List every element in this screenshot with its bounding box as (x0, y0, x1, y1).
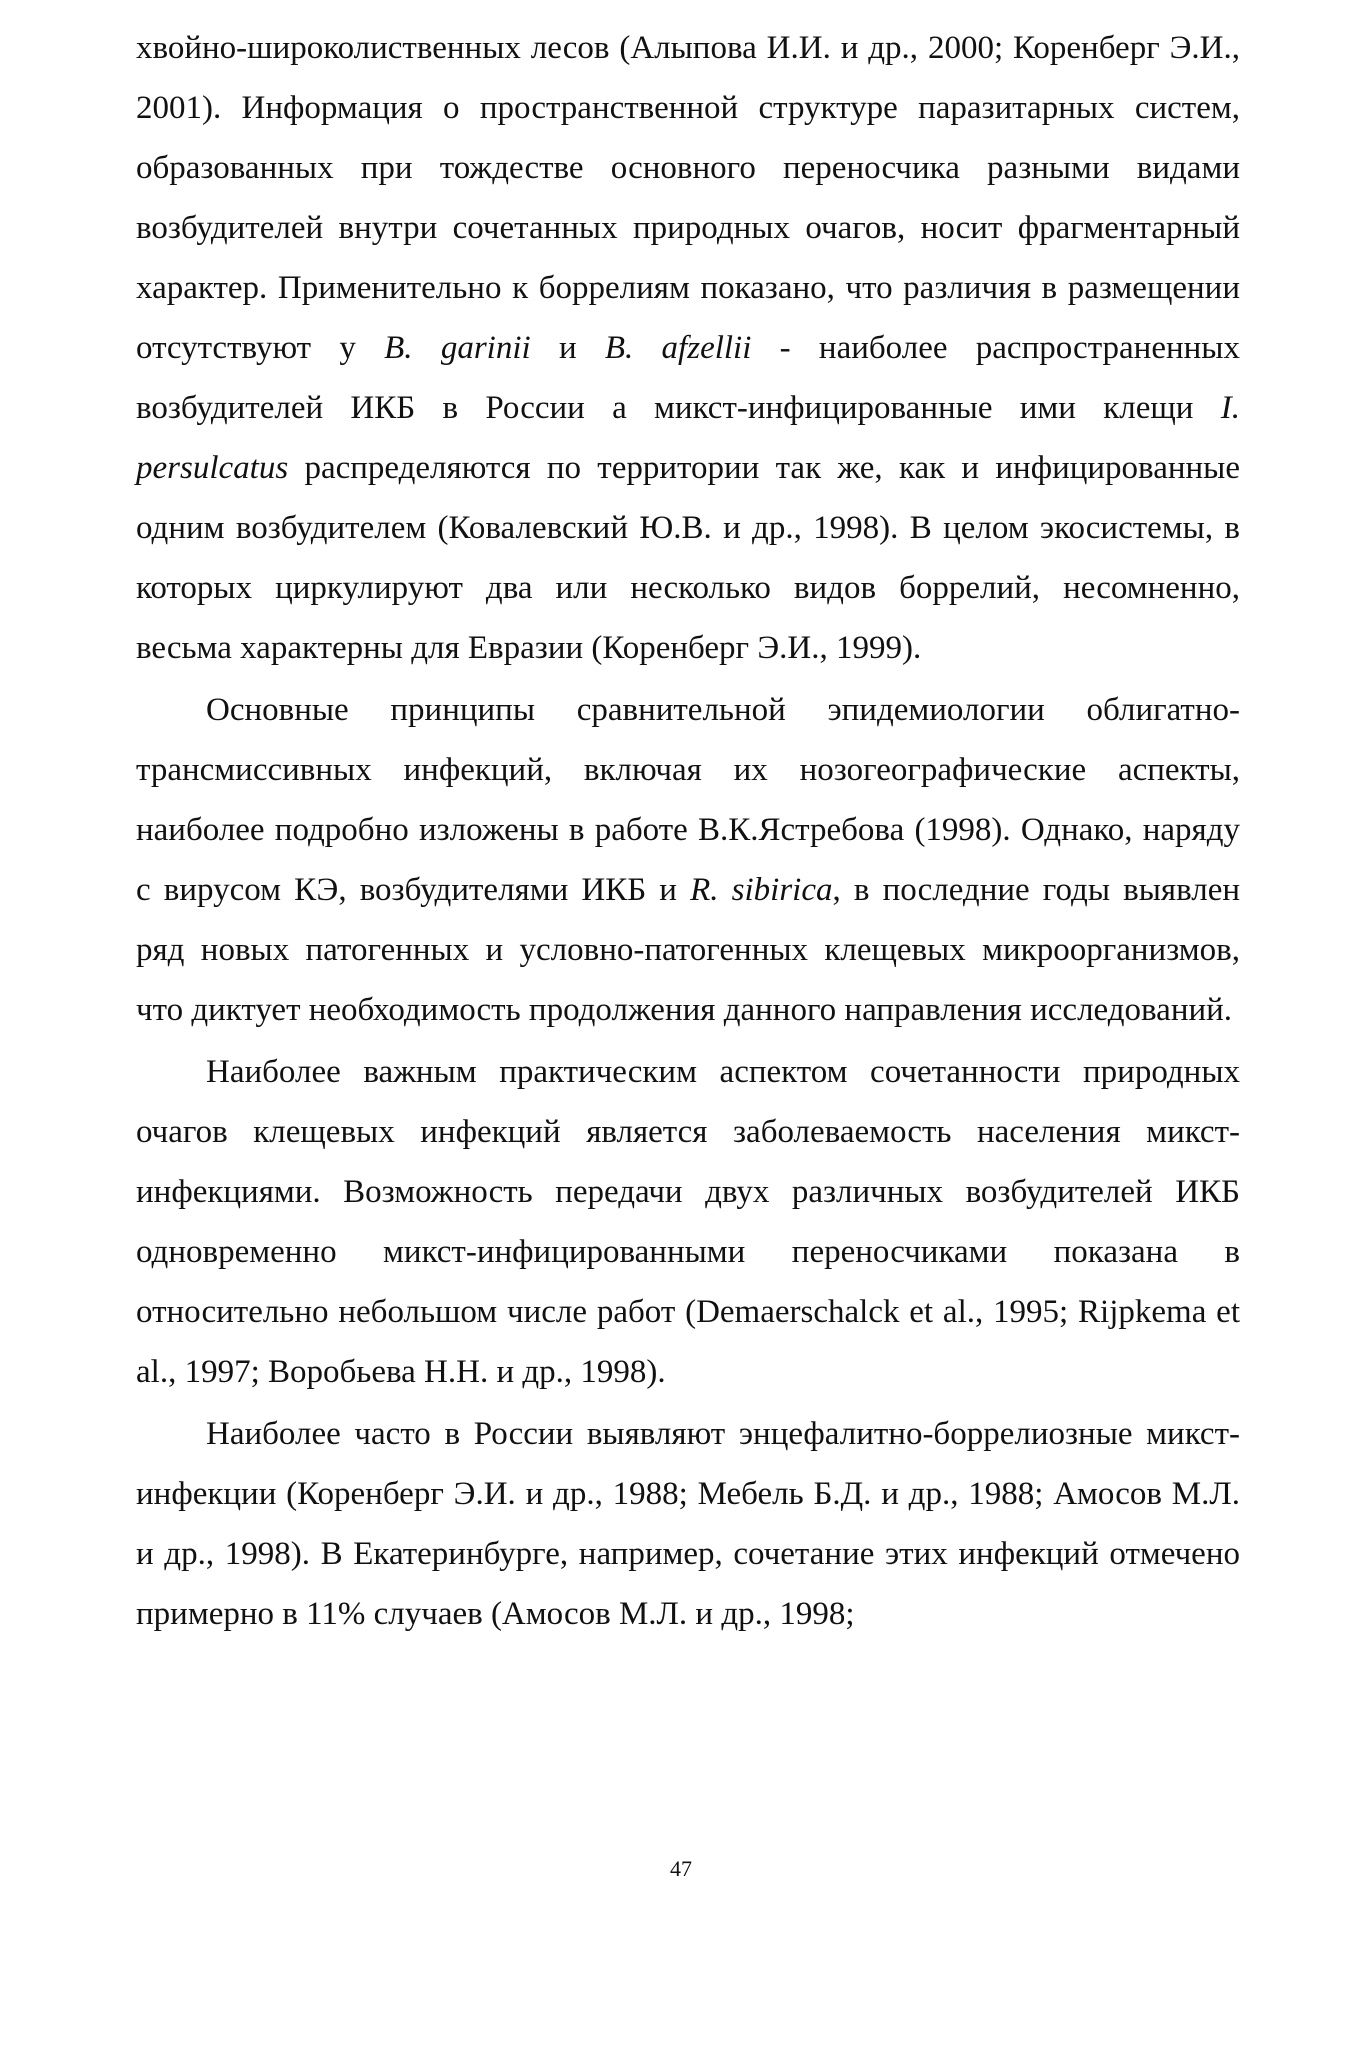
p2-run-0: Основные принципы сравнительной эпидемиологии облигатно-трансмиссивных инфекций, включая их нозогеографические аспекты, наиболее подробно изложены в работе В.К.Ястребова (1998). Однако, наряду с вирусом КЭ, возбудителями ИКБ и (136, 692, 1240, 908)
paragraph-4 (136, 1404, 1240, 1644)
p1-run-4: - наиболее распространенных возбудителей ИКБ в России а микст-инфицированные ими клещи (136, 330, 1240, 426)
p2-run-1: R. sibirica (690, 872, 833, 908)
p1-run-0: хвойно-широколиственных лесов (Алыпова И.И. и др., 2000; Коренберг Э.И., 2001). Информация о пространственной структуре паразитарных систем, образованных при тождестве основного переносчика разными видами возбудителей внутри сочетанных природных очагов, носит фрагментарный характер. Применительно к боррелиям показано, что различия в размещении отсутствуют у (136, 30, 1240, 366)
p1-run-3: B. afzellii (604, 330, 752, 366)
paragraph-1 (136, 18, 1240, 678)
p3-run-0: Наиболее важным практическим аспектом сочетанности природных очагов клещевых инфекций является заболеваемость населения микст-инфекциями. Возможность передачи двух различных возбудителей ИКБ одновременно микст-инфицированными переносчиками показана в относительно небольшом числе работ (Demaerschalck et al., 1995; Rijpkema et al., 1997; Воробьева Н.Н. и др., 1998). (136, 1054, 1240, 1390)
p1-run-5: I. persulcatus (136, 390, 1240, 486)
document-page (136, 18, 1240, 1644)
p1-run-2: и (530, 330, 605, 366)
p1-run-1: B. garinii (384, 330, 531, 366)
page-number: 47 (670, 1856, 692, 1881)
p1-run-6: распределяются по территории так же, как и инфицированные одним возбудителем (Ковалевский Ю.В. и др., 1998). В целом экосистемы, в которых циркулируют два или несколько видов боррелий, несомненно, весьма характерны для Евразии (Коренберг Э.И., 1999). (136, 450, 1240, 666)
paragraph-2 (136, 680, 1240, 1040)
p4-run-0: Наиболее часто в России выявляют энцефалитно-боррелиозные микст-инфекции (Коренберг Э.И. и др., 1988; Мебель Б.Д. и др., 1988; Амосов М.Л. и др., 1998). В Екатеринбурге, например, сочетание этих инфекций отмечено примерно в 11% случаев (Амосов М.Л. и др., 1998; (136, 1416, 1240, 1632)
p2-run-2: , в последние годы выявлен ряд новых патогенных и условно-патогенных клещевых микроорганизмов, что диктует необходимость продолжения данного направления исследований. (136, 872, 1241, 1028)
paragraph-3 (136, 1042, 1240, 1402)
